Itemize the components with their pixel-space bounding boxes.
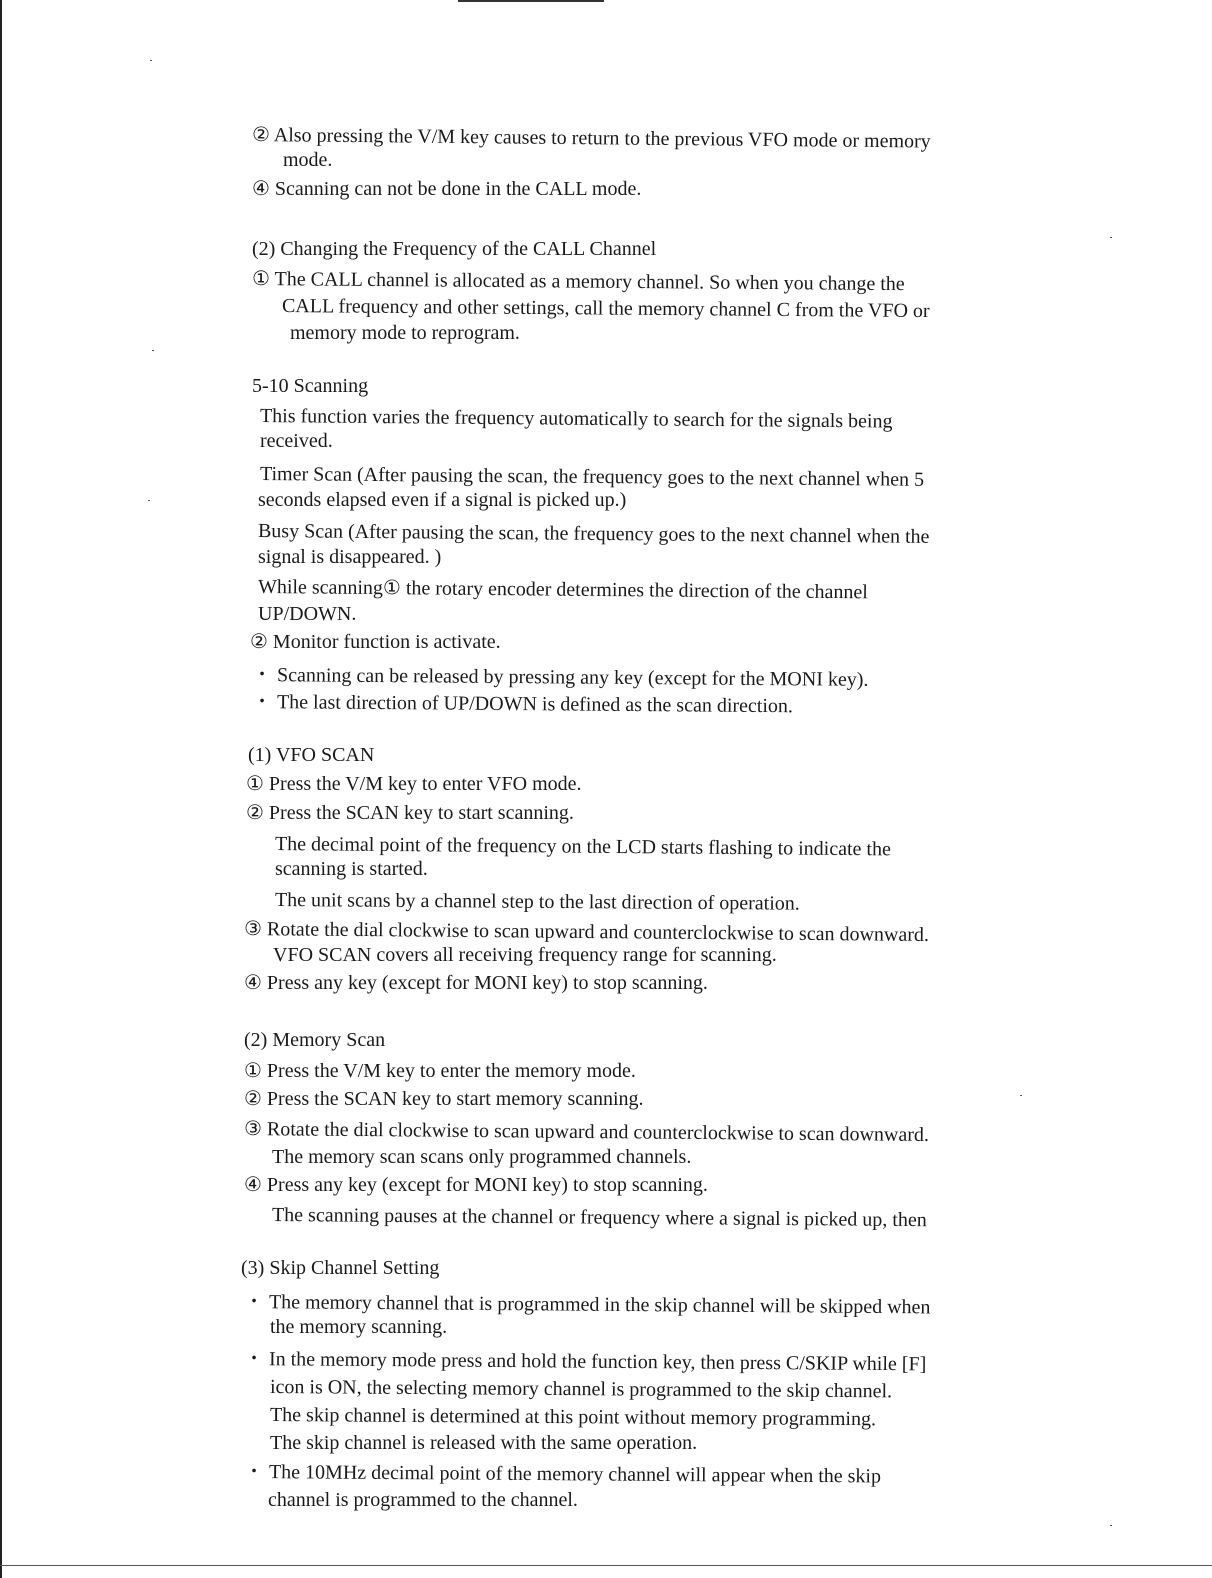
text-line: VFO SCAN covers all receiving frequency range for scanning.	[273, 944, 777, 966]
text-line: ③ Rotate the dial clockwise to scan upward and counterclockwise to scan downward.	[243, 1118, 930, 1146]
text-line: UP/DOWN.	[258, 603, 357, 625]
scan-speck	[1020, 1095, 1022, 1096]
text-line: memory mode to reprogram.	[290, 322, 520, 344]
text-line: The skip channel is determined at this point without memory programming.	[269, 1404, 877, 1431]
scan-speck	[152, 350, 154, 351]
text-line: The memory scan scans only programmed channels.	[272, 1146, 692, 1168]
text-line: ③ Rotate the dial clockwise to scan upward and counterclockwise to scan downward.	[243, 918, 930, 946]
bullet-item: ・ The last direction of UP/DOWN is defined as the scan direction.	[251, 691, 794, 718]
text-line: ② Monitor function is activate.	[250, 631, 501, 653]
page-left-edge	[0, 0, 2, 1578]
text-line: scanning is started.	[275, 858, 428, 880]
bottom-rule	[0, 1565, 1212, 1566]
section-heading: (2) Changing the Frequency of the CALL Channel	[252, 238, 657, 260]
text-line: mode.	[283, 149, 333, 171]
bullet-item: ・ The 10MHz decimal point of the memory channel will appear when the skip	[243, 1461, 882, 1488]
text-line: ② Also pressing the V/M key causes to return to the previous VFO mode or memory	[251, 124, 931, 153]
scan-speck	[1110, 1525, 1112, 1526]
text-line: icon is ON, the selecting memory channel is programmed to the skip channel.	[269, 1376, 893, 1403]
scan-speck	[150, 60, 152, 61]
bullet-item: ・ In the memory mode press and hold the function key, then press C/SKIP while [F]	[243, 1348, 927, 1376]
text-line: ② Press the SCAN key to start memory scanning.	[244, 1088, 644, 1110]
scan-speck	[1110, 237, 1112, 238]
text-line: seconds elapsed even if a signal is picked up.)	[258, 489, 627, 511]
text-line: The skip channel is released with the same operation.	[270, 1432, 698, 1454]
text-line: Timer Scan (After pausing the scan, the frequency goes to the next channel when 5	[259, 463, 925, 491]
text-line: signal is disappeared. )	[258, 546, 442, 568]
text-line: ② Press the SCAN key to start scanning.	[246, 802, 574, 824]
bullet-item: ・ Scanning can be released by pressing any key (except for the MONI key).	[251, 664, 869, 691]
section-heading: (1) VFO SCAN	[248, 744, 375, 766]
text-line: This function varies the frequency automatically to search for the signals being	[259, 405, 893, 433]
text-line: the memory scanning.	[270, 1316, 448, 1338]
text-line: The decimal point of the frequency on the LCD starts flashing to indicate the	[274, 833, 892, 861]
text-line: The unit scans by a channel step to the last direction of operation.	[274, 889, 800, 915]
text-line: ④ Scanning can not be done in the CALL mode.	[252, 178, 642, 200]
scan-speck	[148, 500, 150, 501]
text-line: While scanning① the rotary encoder determines the direction of the channel	[257, 576, 868, 604]
section-heading: (3) Skip Channel Setting	[241, 1257, 440, 1279]
section-heading: (2) Memory Scan	[244, 1029, 386, 1051]
text-line: ④ Press any key (except for MONI key) to stop scanning.	[244, 972, 708, 994]
text-line: ① Press the V/M key to enter the memory mode.	[244, 1060, 636, 1082]
text-line: CALL frequency and other settings, call the memory channel C from the VFO or	[281, 295, 930, 323]
text-line: The scanning pauses at the channel or frequency where a signal is picked up, then	[271, 1204, 927, 1232]
text-line: received.	[260, 430, 333, 452]
top-rule	[458, 0, 604, 2]
bullet-item: ・ The memory channel that is programmed in the skip channel will be skipped when	[243, 1291, 931, 1319]
text-line: ④ Press any key (except for MONI key) to stop scanning.	[244, 1174, 708, 1196]
text-line: Busy Scan (After pausing the scan, the frequency goes to the next channel when the	[257, 520, 930, 548]
text-line: ① Press the V/M key to enter VFO mode.	[246, 773, 582, 795]
section-heading: 5-10 Scanning	[252, 375, 369, 397]
text-line: channel is programmed to the channel.	[268, 1489, 578, 1511]
text-line: ① The CALL channel is allocated as a memory channel. So when you change the	[251, 268, 905, 296]
